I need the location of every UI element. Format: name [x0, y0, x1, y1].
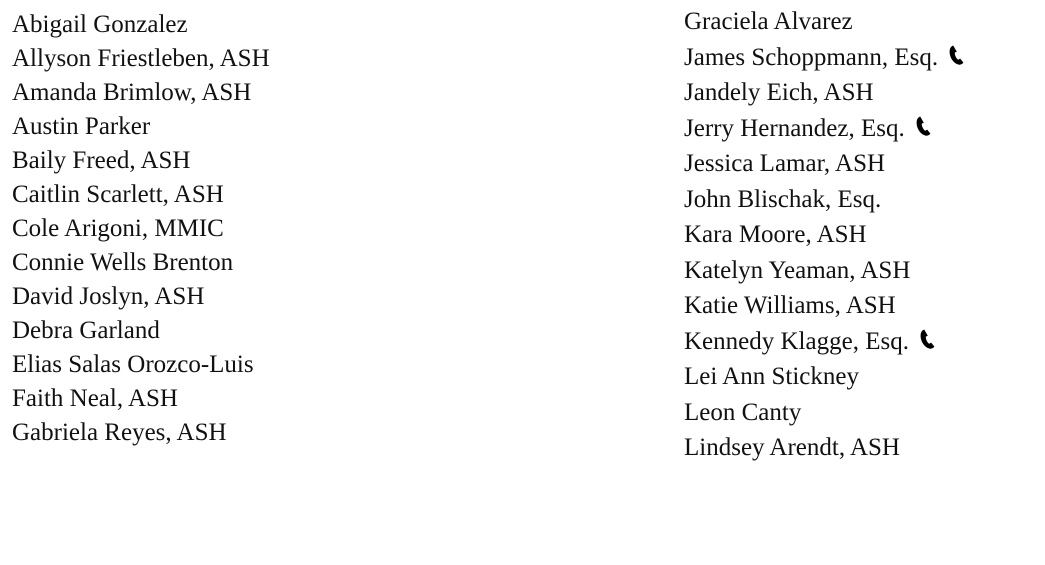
contact-name: Caitlin Scarlett, ASH: [12, 181, 224, 208]
contact-row: [684, 217, 966, 253]
contact-row: [12, 314, 270, 348]
contact-name: Gabriela Reyes, ASH: [12, 419, 227, 446]
contact-name: Baily Freed, ASH: [12, 147, 191, 174]
contact-name: Abigail Gonzalez: [12, 11, 188, 38]
contact-row: [684, 324, 966, 360]
phone-icon[interactable]: [919, 328, 937, 350]
contact-row: [684, 359, 966, 395]
contact-row: [684, 182, 966, 218]
contact-row: [684, 75, 966, 111]
contact-name: Lei Ann Stickney: [684, 363, 859, 390]
contact-row: [12, 280, 270, 314]
contact-row: [684, 40, 966, 76]
contact-name: Jerry Hernandez, Esq.: [684, 114, 905, 142]
contact-row: [12, 348, 270, 382]
contact-name: Allyson Friestleben, ASH: [12, 45, 270, 72]
contact-name: Connie Wells Brenton: [12, 249, 234, 276]
contact-row: [12, 382, 270, 416]
contact-name: Austin Parker: [12, 113, 151, 140]
contact-name: Graciela Alvarez: [684, 8, 853, 35]
contact-row: [12, 42, 270, 76]
contact-row: [684, 430, 966, 466]
contact-row: [684, 4, 966, 40]
contact-row: [684, 253, 966, 289]
contact-row: [684, 111, 966, 147]
contact-name: James Schoppmann, Esq.: [684, 43, 939, 71]
contact-name: Debra Garland: [12, 317, 160, 344]
contact-name: Faith Neal, ASH: [12, 385, 178, 412]
phone-icon[interactable]: [948, 44, 966, 66]
contact-row: [12, 110, 270, 144]
contact-name: Kennedy Klagge, Esq.: [684, 327, 909, 355]
contact-name: Cole Arigoni, MMIC: [12, 215, 224, 242]
contact-row: [12, 178, 270, 212]
contact-name: Elias Salas Orozco-Luis: [12, 351, 254, 378]
contact-name: Lindsey Arendt, ASH: [684, 434, 900, 461]
contact-list-right: [684, 4, 966, 466]
contact-name: Leon Canty: [684, 398, 802, 426]
contact-row: [12, 246, 270, 280]
contact-name: Jandely Eich, ASH: [684, 79, 874, 106]
contact-name: John Blischak, Esq.: [684, 185, 882, 213]
contact-name: Jessica Lamar, ASH: [684, 150, 886, 177]
contact-row: [12, 212, 270, 246]
contact-name: Kara Moore, ASH: [684, 221, 867, 248]
contact-name: Katie Williams, ASH: [684, 292, 896, 319]
contact-row: [12, 8, 270, 42]
contact-row: [12, 144, 270, 178]
contact-name: Katelyn Yeaman, ASH: [684, 256, 911, 284]
contact-row: [684, 288, 966, 324]
contact-row: [684, 146, 966, 182]
contact-row: [12, 416, 270, 450]
phone-icon[interactable]: [915, 115, 933, 137]
contact-name: Amanda Brimlow, ASH: [12, 79, 252, 106]
contact-row: [12, 76, 270, 110]
contact-name: David Joslyn, ASH: [12, 283, 205, 310]
contact-row: [684, 395, 966, 431]
contact-list-left: [12, 8, 270, 450]
